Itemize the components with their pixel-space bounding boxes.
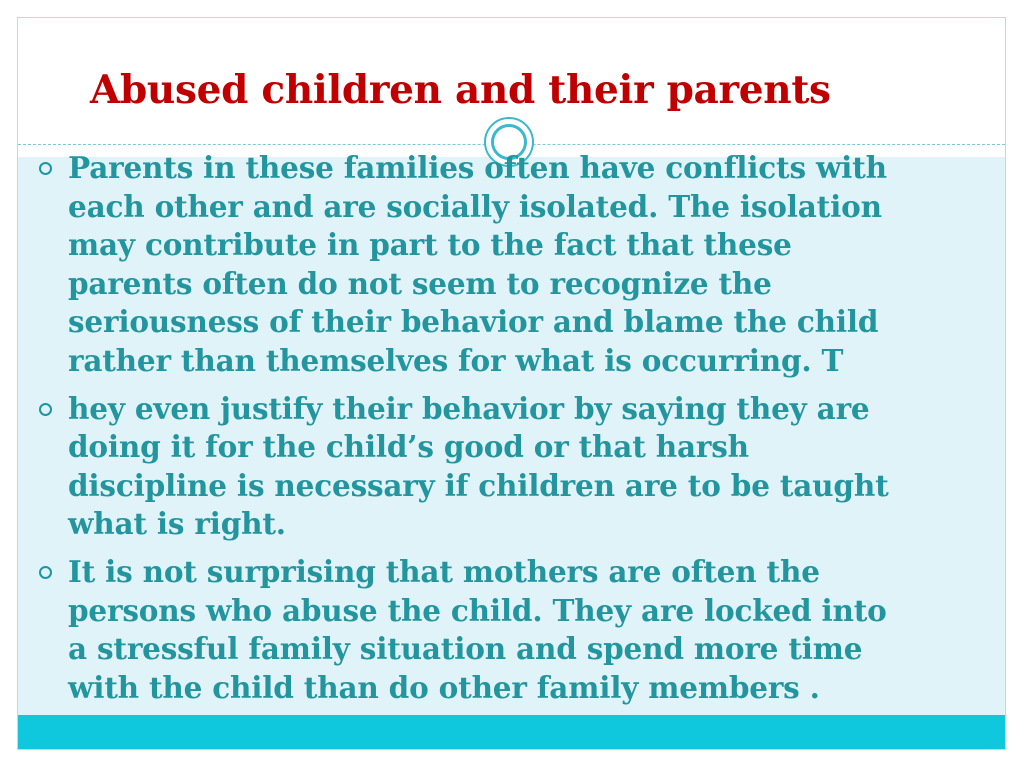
bullet-3-line-4: with the child than do other family members . (68, 669, 820, 705)
bullet-2-line-2: doing it for the child’s good or that harsh (68, 429, 749, 465)
bullet-3-line-1: It is not surprising that mothers are often the (68, 553, 820, 589)
bullet-item-1 (36, 149, 996, 381)
circle-bullet-icon (39, 162, 52, 175)
slide-title: Abused children and their parents (90, 67, 831, 113)
circle-bullet-icon (39, 566, 52, 579)
bullet-1-line-3: may contribute in part to the fact that these (68, 227, 792, 263)
bullet-2-line-1: hey even justify their behavior by saying they are (68, 390, 870, 426)
bullet-2-line-4: what is right. (68, 506, 286, 542)
bullet-1-line-2: each other and are socially isolated. The isolation (68, 188, 882, 224)
bullet-1-line-6: rather than themselves for what is occurring. T (68, 342, 844, 378)
bullet-1-line-1: Parents in these families often have conflicts with (68, 150, 887, 185)
bullet-list (36, 149, 996, 716)
bullet-item-3 (36, 553, 996, 707)
bullet-1-line-4: parents often do not seem to recognize the (68, 265, 772, 301)
circle-bullet-icon (39, 403, 52, 416)
bullet-item-2 (36, 390, 996, 544)
bullet-3-line-2: persons who abuse the child. They are locked into (68, 592, 887, 628)
bullet-3-line-3: a stressful family situation and spend more time (68, 631, 863, 667)
slide (17, 17, 1006, 750)
footer-band (18, 715, 1005, 750)
bullet-1-line-5: seriousness of their behavior and blame the child (68, 304, 879, 340)
bullet-2-line-3: discipline is necessary if children are to be taught (68, 467, 889, 503)
